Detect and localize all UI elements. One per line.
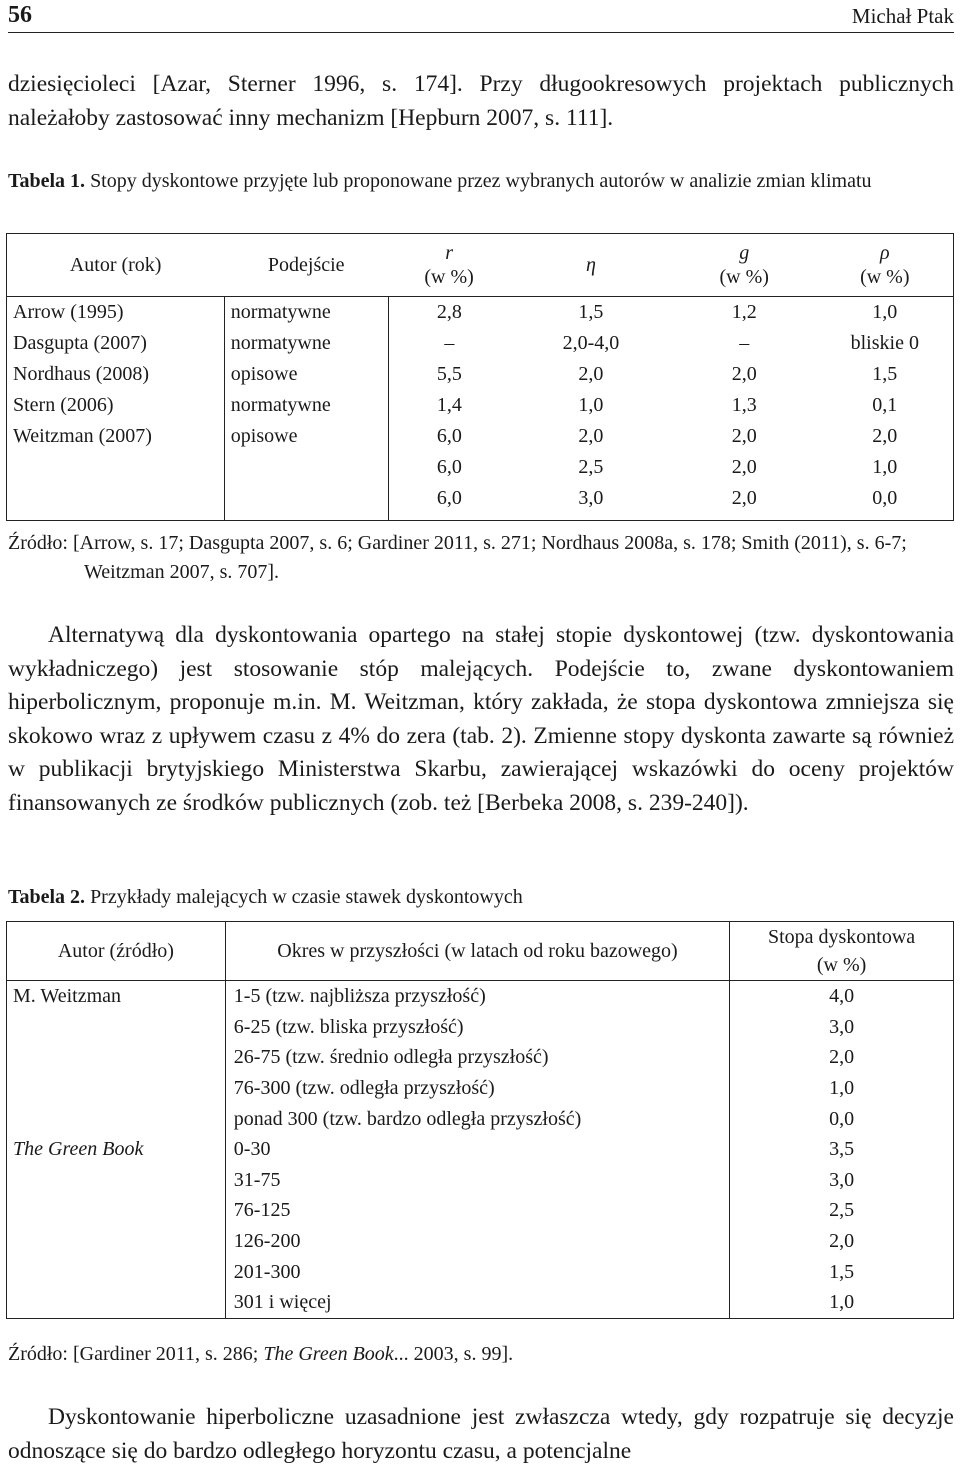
table1-caption-text: Stopy dyskontowe przyjęte lub proponowane przez wybranych autorów w analizie zmian klimatu [90,170,872,192]
row-approach: normatywne [224,328,388,359]
row-rho: 0,0 [872,487,898,509]
source-suffix: ... 2003, s. 99]. [393,1343,514,1365]
row-rho: 1,5 [872,363,898,385]
table2-header-period: Okres w przyszłości (w latach od roku bazowego) [225,922,729,981]
row-period: 76-125 [225,1195,729,1226]
row-g: 1,3 [731,394,757,416]
row-rate: 1,5 [829,1260,855,1283]
table1-header-g [672,234,817,297]
table1-header-approach: Podejście [224,234,388,297]
row-rate: 1,0 [829,1291,855,1314]
table2-source [8,1340,954,1369]
row-author: Dasgupta (2007) [7,328,225,359]
table-row [7,390,954,421]
row-g: – [739,332,750,354]
table1-header-author: Autor (rok) [7,234,225,297]
table2-header-source: Autor (źródło) [7,922,226,981]
row-approach: opisowe [224,359,388,390]
r-symbol: r [445,242,453,264]
g-unit: (w %) [719,266,769,288]
row-rate: 3,0 [829,1168,855,1191]
table1-header-eta [510,234,672,297]
row-period: 76-300 (tzw. odległa przyszłość) [225,1073,729,1104]
table1-label: Tabela 1. [8,170,86,192]
table1-header-row [7,234,954,297]
rho-unit: (w %) [860,266,910,288]
row-r: 2,8 [436,301,462,323]
paragraph-middle: Alternatywą dla dyskontowania opartego na stałej stopie dyskontowej (tzw. dyskontowania wykładniczego) jest stosowanie stóp malejących. Podejście to, zwane dyskontowaniem hiperbolicznym, proponuje m.in. M. Weitzman, który zakłada, że stopa dyskontowa zmniejsza się skokowo wraz z upływem czasu z 4% do zera (tab. 2). Zmienne stopy dyskonta zawarte są również w publikacji brytyjskiego Ministerstwa Skarbu, zawierającej wskazówki do oceny projektów finansowanych ze środków publicznych (zob. też [Berbeka 2008, s. 239-240]). [8,622,954,816]
row-eta: 2,0 [578,425,604,447]
row-author: Stern (2006) [7,390,225,421]
row-period: 6-25 (tzw. bliska przyszłość) [225,1012,729,1043]
row-r: 6,0 [436,456,462,478]
row-eta: 1,0 [578,394,604,416]
row-period: 126-200 [225,1226,729,1257]
row-period: ponad 300 (tzw. bardzo odległa przyszłość) [225,1103,729,1134]
r-unit: (w %) [424,266,474,288]
row-period: 201-300 [225,1256,729,1287]
table-row [7,1134,954,1165]
table1-source: Źródło: [Arrow, s. 17; Dasgupta 2007, s. 6; Gardiner 2011, s. 271; Nordhaus 2008a, s. 178; Smith (2011), s. 6-7; Weitzman 2007, s. 707]. [8,532,907,583]
row-r: 6,0 [436,487,462,509]
row-period: 301 i więcej [225,1287,729,1318]
table-row [7,297,954,329]
row-eta: 2,0-4,0 [562,332,620,354]
row-rate: 0,0 [829,1107,855,1130]
running-head [8,0,954,33]
row-approach: opisowe [224,421,388,521]
row-period: 0-30 [225,1134,729,1165]
row-r: 6,0 [436,425,462,447]
g-symbol: g [739,242,750,264]
row-rho: bliskie 0 [850,332,919,354]
row-r: 1,4 [436,394,462,416]
row-rate: 2,5 [829,1199,855,1222]
table2-header-rate [730,922,954,981]
table1-header-r [388,234,510,297]
table-row [7,421,954,452]
row-rate: 2,0 [829,1230,855,1253]
row-author: Weitzman (2007) [7,421,225,521]
table-row [7,359,954,390]
row-period: 31-75 [225,1165,729,1196]
rate-header-line1: Stopa dyskontowa [767,926,916,948]
table2-label: Tabela 2. [8,886,86,908]
group-source: The Green Book [7,1134,226,1318]
row-eta: 1,5 [578,301,604,323]
row-g: 1,2 [731,301,757,323]
rho-symbol: ρ [879,242,890,264]
source-prefix: Źródło: [Gardiner 2011, s. 286; [8,1343,264,1365]
row-approach: normatywne [224,297,388,329]
table1-caption [8,166,954,196]
row-g: 2,0 [731,425,757,447]
group-source: M. Weitzman [7,981,226,1134]
row-eta: 2,5 [578,456,604,478]
row-period: 26-75 (tzw. średnio odległa przyszłość) [225,1042,729,1073]
table-row [7,328,954,359]
row-eta: 3,0 [578,487,604,509]
table-row [7,981,954,1012]
table1-header-rho [817,234,954,297]
table2-caption-text: Przykłady malejących w czasie stawek dyskontowych [90,886,523,908]
row-r: 5,5 [436,363,462,385]
row-rho: 1,0 [872,456,898,478]
row-rate: 2,0 [829,1046,855,1069]
running-head-author: Michał Ptak [851,4,954,28]
row-rho: 1,0 [872,301,898,323]
row-rate: 4,0 [829,985,855,1008]
table2-caption [8,882,954,912]
paragraph-bottom: Dyskontowanie hiperboliczne uzasadnione jest zwłaszcza wtedy, gdy rozpatruje się decyzje odnoszące się do bardzo odległego horyzontu czasu, a potencjalne [8,1404,954,1464]
source-italic: The Green Book [263,1343,394,1365]
table2-header-row [7,922,954,981]
table2 [6,921,954,1319]
row-g: 2,0 [731,487,757,509]
page-number: 56 [8,2,32,28]
row-approach: normatywne [224,390,388,421]
row-g: 2,0 [731,363,757,385]
table1 [6,233,954,521]
row-rho: 2,0 [872,425,898,447]
row-rate: 1,0 [829,1077,855,1100]
row-author: Arrow (1995) [7,297,225,329]
row-r: – [444,332,455,354]
paragraph-top: dziesięcioleci [Azar, Sterner 1996, s. 174]. Przy długookresowych projektach publicznych należałoby zastosować inny mechanizm [Hepburn 2007, s. 111]. [8,71,954,131]
row-rate: 3,5 [829,1138,855,1161]
rate-header-line2: (w %) [816,954,867,976]
row-rate: 3,0 [829,1015,855,1038]
row-eta: 2,0 [578,363,604,385]
row-g: 2,0 [731,456,757,478]
row-rho: 0,1 [872,394,898,416]
row-period: 1-5 (tzw. najbliższa przyszłość) [225,981,729,1012]
row-author: Nordhaus (2008) [7,359,225,390]
eta-symbol: η [585,254,596,276]
